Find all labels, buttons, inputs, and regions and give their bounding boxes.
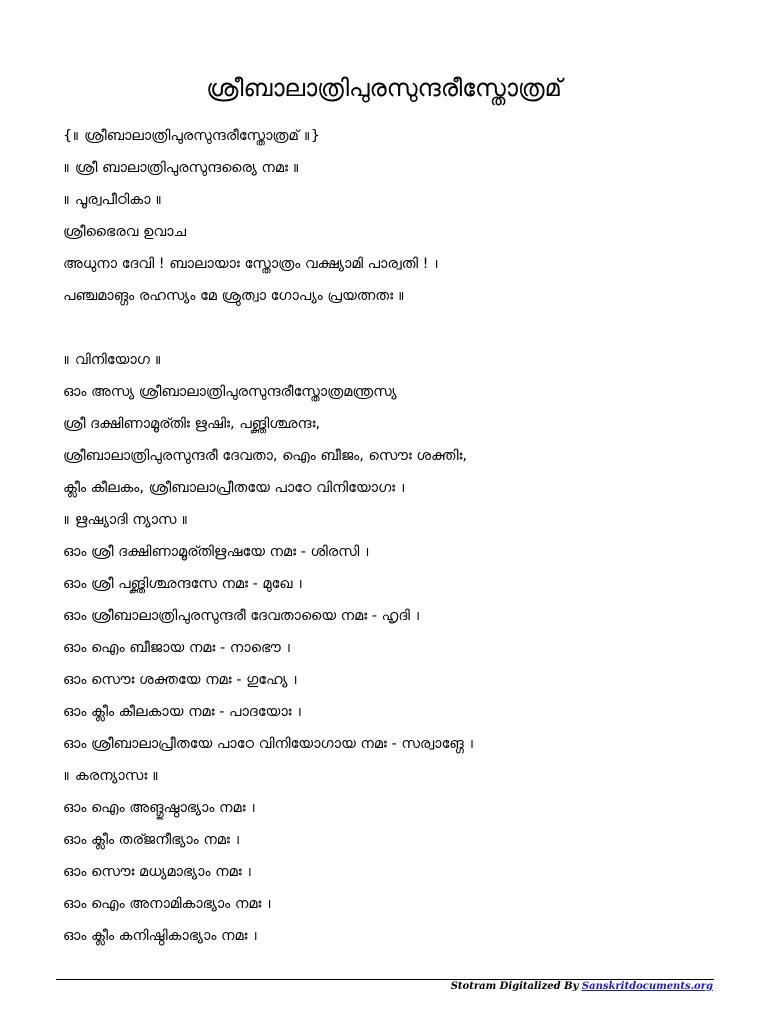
- text-line: ശ്രീ ദക്ഷിണാമൂര്തിഃ ഋഷിഃ, പങ്ക്തിശ്ഛന്ദഃ,: [63, 416, 321, 432]
- text-line: ഓം ശ്രീബാലാപ്രീതയേ പാഠേ വിനിയോഗായ നമഃ - സര്വാങ്ഗേ ।: [63, 736, 476, 752]
- text-line: ഓം ശ്രീബാലാത്രിപുരസുന്ദരീ ദേവതായൈ നമഃ - ഹൃദി ।: [63, 608, 422, 624]
- text-line: ഓം ക്ലീം തര്ജനീഭ്യാം നമഃ ।: [63, 832, 242, 848]
- text-line: ശ്രീബാലാത്രിപുരസുന്ദരീ ദേവതാ, ഐം ബീജം, സൌഃ ശക്തിഃ,: [63, 448, 468, 464]
- text-line: ॥ പൂര്വപീഠികാ ॥: [63, 192, 163, 208]
- text-line: ॥ ശ്രീ ബാലാത്രിപുരസുന്ദര്യൈ നമഃ ॥: [63, 160, 300, 176]
- text-line: {॥ ശ്രീബാലാത്രിപുരസുന്ദരീസ്തോത്രമ് ॥}: [63, 128, 321, 144]
- text-line: ശ്രീഭൈരവ ഉവാച: [63, 224, 187, 240]
- footer-prefix: Stotram Digitalized By: [450, 981, 582, 992]
- text-line: ക്ലീം കീലകം, ശ്രീബാലാപ്രീതയേ പാഠേ വിനിയോഗഃ ।: [63, 480, 407, 496]
- document-title: ശ്രീബാലാത്രിപുരസുന്ദരീസ്തോത്രമ്: [206, 74, 562, 103]
- text-line: ॥ വിനിയോഗ ॥: [63, 352, 162, 368]
- text-line: ॥ ഋഷ്യാദി ന്യാസ ॥: [63, 512, 189, 528]
- text-line: ഓം ശ്രീ പങ്ക്തിശ്ഛന്ദസേ നമഃ - മുഖേ ।: [63, 576, 305, 592]
- text-line: പഞ്ചമാങ്ഗം രഹസ്യം മേ ശ്രുത്വാ ഗോപ്യം പ്രയത്നതഃ ॥: [63, 288, 405, 304]
- stotram-text: [63, 120, 723, 952]
- text-line: ഓം ഐം ബീജായ നമഃ - നാഭൌ ।: [63, 640, 293, 656]
- text-line: ഓം ഐം അങ്ഗുഷ്ഠാഭ്യാം നമഃ ।: [63, 800, 258, 816]
- text-line: അധുനാ ദേവി ! ബാലായാഃ സ്തോത്രം വക്ഷ്യാമി പാര്വതി ! ।: [63, 256, 441, 272]
- text-line: ഓം ക്ലീം കനിഷ്ഠികാഭ്യാം നമഃ ।: [63, 928, 260, 944]
- text-line: ഓം ഐം അനാമികാഭ്യാം നമഃ ।: [63, 896, 274, 912]
- text-line: ഓം ക്ലീം കീലകായ നമഃ - പാദയോഃ ।: [63, 704, 304, 720]
- text-line: ഓം സൌഃ മധ്യമാഭ്യാം നമഃ ।: [63, 864, 254, 880]
- text-line: ഓം അസ്യ ശ്രീബാലാത്രിപുരസുന്ദരീസ്തോത്രമന്ത്രസ്യ: [63, 384, 397, 400]
- text-line: ഓം ശ്രീ ദക്ഷിണാമൂര്തിഋഷയേ നമഃ - ശിരസി ।: [63, 544, 372, 560]
- text-line: ഓം സൌഃ ശക്തയേ നമഃ - ഗുഹ്യേ ।: [63, 672, 300, 688]
- footer-credit: [451, 979, 713, 995]
- sanskritdocuments-link[interactable]: Sanskritdocuments.org: [581, 981, 713, 992]
- text-line: ॥ കരന്യാസഃ ॥: [63, 768, 160, 784]
- blank-line: [63, 312, 723, 344]
